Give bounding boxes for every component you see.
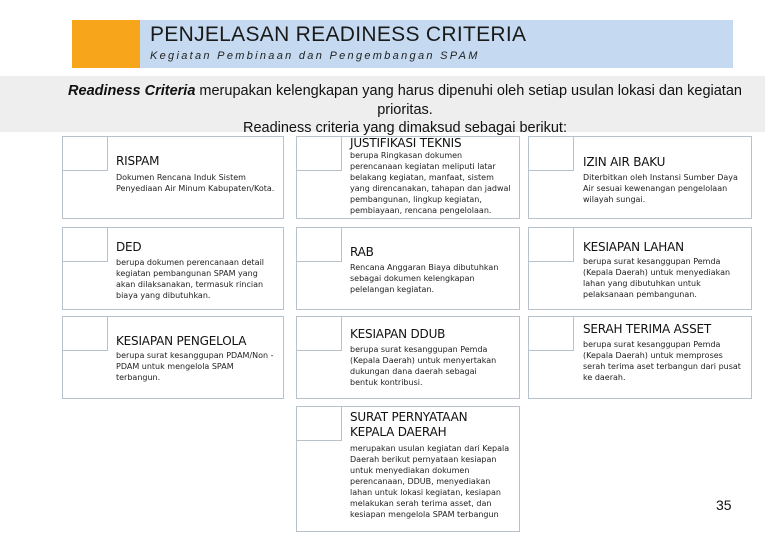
- card-pengelola-title: KESIAPAN PENGELOLA: [116, 334, 247, 348]
- card-justifikasi-marker: [296, 136, 342, 171]
- card-surat-title-line2: KEPALA DAERAH: [350, 425, 447, 439]
- card-justifikasi-desc: berupa Ringkasan dokumen perencanaan kegiatan meliputi latar belakang kegiatan, manfaat, sistem yang direncanakan, tahapan dan jadwal pembangunan, lingkup kegiatan, pembiayaan, rencana pengelolaan.: [350, 151, 511, 215]
- card-pengelola-desc: berupa surat kesanggupan PDAM/Non -PDAM untuk mengelola SPAM terbangun.: [116, 351, 274, 382]
- card-surat-desc: merupakan usulan kegiatan dari Kepala Daerah berikut pernyataan kesiapan untuk menyediakan dokumen perencanaan, DDUB, menyediakan lahan untuk lokasi kegiatan, kesiapan melakukan serah terima asset, dan kesiapan mengelola SPAM terbangun: [350, 444, 510, 519]
- intro-term: Readiness Criteria: [68, 83, 196, 99]
- intro-follow: Readiness criteria yang dimaksud sebagai berikut:: [242, 120, 567, 136]
- card-serah-desc: berupa surat kesanggupan Pemda (Kepala Daerah) untuk memproses serah terima aset terbangun dari pusat ke daerah.: [583, 340, 741, 382]
- card-rispam-desc: Dokumen Rencana Induk Sistem Penyediaan Air Minum Kabupaten/Kota.: [116, 173, 275, 193]
- card-rab-title: RAB: [350, 245, 374, 259]
- card-ded-desc: berupa dokumen perencanaan detail kegiatan pembangunan SPAM yang akan dilaksanakan, termasuk rincian biaya yang dibutuhkan.: [116, 258, 265, 300]
- card-pengelola-marker: [62, 316, 108, 351]
- card-ded-marker: [62, 227, 108, 262]
- card-justifikasi-title: JUSTIFIKASI TEKNIS: [350, 136, 462, 150]
- header-accent: [72, 20, 140, 68]
- card-rispam-title: RISPAM: [116, 154, 160, 168]
- card-serah-title: SERAH TERIMA ASSET: [583, 322, 712, 336]
- intro-text: merupakan kelengkapan yang harus dipenuhi oleh setiap usulan lokasi dan kegiatan prioritas.: [195, 83, 742, 118]
- page-subtitle: Kegiatan Pembinaan dan Pengembangan SPAM: [150, 50, 480, 62]
- card-lahan-marker: [528, 227, 574, 262]
- card-rab-marker: [296, 227, 342, 262]
- card-ddub-title: KESIAPAN DDUB: [350, 327, 446, 341]
- card-serah-marker: [528, 316, 574, 351]
- card-rab-desc: Rencana Anggaran Biaya dibutuhkan sebagai dokumen kelengkapan pelelangan kegiatan.: [350, 263, 499, 294]
- card-ddub-marker: [296, 316, 342, 351]
- card-lahan-title: KESIAPAN LAHAN: [583, 240, 684, 254]
- card-izin-desc: Diterbitkan oleh Instansi Sumber Daya Air sesuai kewenangan pengelolaan wilayah sungai.: [583, 173, 738, 204]
- card-lahan-desc: berupa surat kesanggupan Pemda (Kepala Daerah) untuk menyediakan lahan yang dibutuhkan untuk pelaksanaan pembangunan.: [583, 257, 731, 299]
- card-ded-title: DED: [116, 240, 142, 254]
- card-rispam-marker: [62, 136, 108, 171]
- card-izin-title: IZIN AIR BAKU: [583, 155, 666, 169]
- card-surat-marker: [296, 406, 342, 441]
- card-surat-title-line1: SURAT PERNYATAAN: [350, 410, 468, 424]
- card-ddub-desc: berupa surat kesanggupan Pemda (Kepala Daerah) untuk menyertakan dukungan dana daerah sebagai bentuk kontribusi.: [350, 345, 497, 387]
- card-izin-marker: [528, 136, 574, 171]
- page-title: PENJELASAN READINESS CRITERIA: [150, 23, 527, 46]
- intro-paragraph: [60, 82, 750, 120]
- page-number: 35: [716, 497, 732, 513]
